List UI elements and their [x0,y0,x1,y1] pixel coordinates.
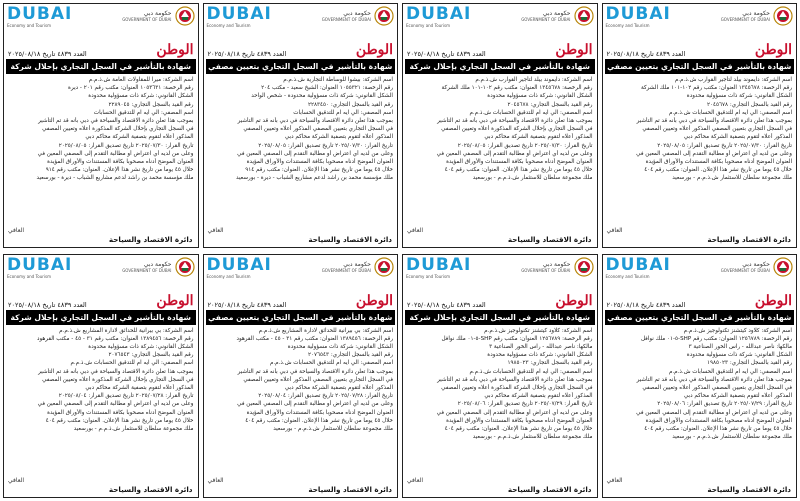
dubai-emblem-icon [574,257,594,277]
government-logo [322,257,394,277]
government-logo [122,6,194,26]
dubai-emblem-icon [374,6,394,26]
notice-line: في السجل التجاري بتعيين المصفي المذكور أعلاه وتعيين المصفي [642,126,792,133]
notice-line: تاريخ القرار: ٢٠٢٥/٠٧/٣٠ تاريخ تصديق القرار: ٢٠٢٥/٠٨/٠٥ [258,142,393,149]
notice-line: اسم الشركة: كلاود كيتشنز تكنولوجيز ش.ذ.م.م [683,327,792,334]
notice-line: رقم القيد بالسجل التجاري: ١٩٨٥٠٢٣ [507,360,593,367]
notice-card [203,3,399,248]
issue-date: العدد ٤٨٣٩ تاريخ ٢٠٢٥/٠٨/١٨ [207,50,287,58]
notice-line: الشكل القانوني: شركة ذات مسؤولية محدودة [686,352,792,359]
dubai-economy-logo [7,6,72,28]
dubai-emblem-icon [574,6,594,26]
notice-header [403,255,597,291]
notice-line: وعلى من لديه أي اعتراض أو مطالبة التقدم إلى المصفي المعين في [237,401,393,408]
notice-line: ملك مجموعة سلطان للاستثمار ش.ذ.م.م - بورسعيد [273,425,393,432]
notice-line: المذكور أعلاه لتقوم بتصفية الشركة محاكم دبي [683,134,792,141]
dubai-wordmark-sub: Economy and Tourism [406,273,450,279]
notice-line: المذكور أعلاه لتقوم بتصفية الشركة محاكم دبي [85,384,194,391]
dubai-wordmark: DUBAI [206,254,272,275]
issue-date: العدد ٤٨٣٩ تاريخ ٢٠٢٥/٠٨/١٨ [606,300,686,309]
notice-line: المذكور أعلاه لتقوم بتصفية الشركة محاكم دبي [484,134,593,141]
notice-line: اسم المصفي: الي ايه ام للتدقيق الحسابات ش.ذ.م.م [668,368,792,375]
notice-line: الشكل القانوني: شركة ذات مسؤولية محدودة [287,343,393,350]
issue-date: العدد ٤٨٣٩ تاريخ ٢٠٢٥/٠٨/١٨ [8,300,87,309]
notice-line: رقم القيد بالسجل التجاري: ٢٢٨٩٠٤٥ [108,101,194,108]
signature: العافي [8,477,25,484]
dubai-economy-logo [606,6,671,28]
notice-title: شهادة بالتأشير في السجل التجاري بإحلال شركة [6,310,196,325]
dubai-economy-logo [406,254,472,279]
notice-line: اسم الشركة: ميرا للمقاولات العامة ش.ذ.م.م [88,77,194,83]
notice-line: رقم الرخصة: ١٣٤٥٦٧٨ العنوان: مكتب رقم ١٠٢-١٠١ ملك الشركة [441,85,593,92]
gov-name-en: GOVERNMENT OF DUBAI [321,267,371,273]
government-logo [322,6,394,26]
notice-line: اسم الشركة: دايموند بيلد لتأجير القوارب ش.ذ.م.م [674,77,792,83]
notice-line: اسم المصفي: الي ايه ام للتدقيق الحسابات ش.ذ.م.م [668,109,792,116]
notice-body [4,75,198,227]
gov-name-en: GOVERNMENT OF DUBAI [720,17,770,22]
notice-body [403,75,597,227]
notice-line: اسم المصفي: الي ايه ام للتدقيق الحسابات ش.ذ.م.م [469,109,593,116]
gov-name-en: GOVERNMENT OF DUBAI [720,267,770,273]
dubai-wordmark: DUBAI [7,4,73,24]
notice-line: الشكل القانوني: شركة ذات مسؤولية محدودة [686,93,792,100]
newspaper-name: الوطن [355,42,393,58]
notice-line: اسم الشركة: دايموند بيلد لتأجير القوارب ش.ذ.م.م [475,77,593,83]
notice-line: العنوان الموضح أدناه مصحوبا بكافة المستندات والأوراق المؤيدة [246,159,393,166]
department-footer: دائرة الاقتصاد والسياحة [308,485,392,494]
notice-line: الشكل القانوني: شركة ذات مسؤولية محدودة [88,343,194,350]
notice-line: بموجب هذا تعلن دائرة الاقتصاد والسياحة في دبي بأنه قد تم التأشير [237,118,393,125]
notice-header [204,255,398,291]
notice-line: رقم القيد بالسجل التجاري: ٢٠٤٥٦٧٨ [507,101,593,108]
notice-body [204,326,398,478]
newspaper-name: الوطن [754,42,792,58]
newspaper-bar [403,291,597,309]
gov-name-en: GOVERNMENT OF DUBAI [122,267,172,273]
notice-line: خلال ٤٥ يوما من تاريخ نشر هذا الإعلان. العنوان: مكتب رقم ٤٠٤ [45,417,194,424]
notice-line: اسم المصفي: الي ايه ام للتدقيق الحسابات ش.ذ.م.م [269,360,393,367]
notice-line: رقم القيد بالسجل التجاري: ٢٠٤٥٦٧٨ [707,101,792,108]
notice-line: اسم المصفي: الي ايه ام للتدقيق الحسابات [293,109,393,116]
notice-line: اسم المصفي: الي ايه ام للتدقيق الحسابات ش.ذ.م.م [70,360,194,367]
notice-body [4,326,198,478]
notice-line: المذكور أعلاه لتقوم بتصفية الشركة محاكم دبي [683,393,792,400]
notice-line: ملك مؤسسة محمد بن راشد لدعم مشاريع الشباب - ديرة - بورسعيد [236,175,393,182]
notice-line: خلال ٤٥ يوما من تاريخ نشر هذا الإعلان. العنوان: مكتب رقم ٤٠٤ [644,167,792,174]
notice-line: تاريخ القرار: ٢٠٢٥/٠٧/٣٠ تاريخ تصديق القرار: ٢٠٢٥/٠٨/٠٥ [457,142,593,149]
notice-line: رقم الرخصة: ١٠٥٥٣٢١ العنوان: الشيخ سعيد - مكتب ٢٠٤ [261,85,393,92]
gov-name-ar: حكومة دبي [143,260,172,268]
notice-line: رقم الرخصة: ١٣٨٩٤٥٦ العنوان: مكتب رقم ٣١ - ٤٥ - مكتب القرهود [36,335,194,342]
notice-line: رقم الرخصة: ١٢٥٦٧٨٩ العنوان: مكتب رقم SHP-٥-٠١ ملك نوافل [640,335,792,342]
newspaper-bar [4,40,198,58]
dubai-emblem-icon [175,6,195,26]
notice-line: رقم الرخصة: ١٠٥٣٦٣١ العنوان: مكتب رقم ٢٠١ - ديرة [68,85,194,92]
notice-line: وعلى من لديه أي اعتراض أو مطالبة التقدم إلى المصفي المعين في [237,150,393,157]
signature: العافي [606,226,623,234]
notice-title: شهادة بالتأشير في السجل التجاري بإحلال شركة [6,59,196,74]
dubai-wordmark-sub: Economy and Tourism [7,23,51,28]
notice-line: اسم الشركة: بيشوا للوساطة التجارية ش.ذ.م.م [283,77,393,83]
gov-name-ar: حكومة دبي [742,10,770,17]
signature: العافي [8,226,25,234]
notice-body [603,326,797,478]
notice-line: العنوان الموضح أدناه مصحوبا بكافة المستندات والأوراق المؤيدة [246,409,393,416]
newspaper-bar [204,291,398,309]
newspaper-bar [204,40,398,58]
dubai-wordmark-sub: Economy and Tourism [406,23,450,28]
dubai-economy-logo [605,254,671,279]
notice-line: العنوان الموضح أدناه مصحوبا بكافة المستندات والأوراق المؤيدة [645,159,792,166]
newspaper-name: الوطن [156,42,194,58]
issue-date: العدد ٤٨٣٩ تاريخ ٢٠٢٥/٠٨/١٨ [606,50,686,58]
dubai-wordmark: DUBAI [605,4,671,24]
newspaper-name: الوطن [754,292,792,309]
notice-line: في السجل التجاري بتعيين المصفي المذكور أعلاه وتعيين المصفي [642,384,792,391]
notice-header [4,4,198,40]
signature: العافي [407,477,424,484]
signature: العافي [207,226,224,234]
notice-line: اسم الشركة: بي بيرانية للحدائق لادارة المشاريع ش.ذ.م.م [258,327,393,334]
notice-body [603,75,797,227]
notice-line: وعلى من لديه أي اعتراض أو مطالبة التقدم إلى المصفي المعين في [436,150,593,157]
signature: العافي [407,226,424,234]
dubai-economy-logo [406,6,471,28]
notice-line: بموجب هذا تعلن دائرة الاقتصاد والسياحة في دبي بأنه قد تم التأشير [636,118,792,125]
notice-line: ملك مجموعة سلطان للاستثمار ش.ذ.م.م - بورسعيد [472,175,593,182]
dubai-economy-logo [206,254,272,279]
notice-header [603,255,797,291]
newspaper-name: الوطن [555,292,593,309]
notice-line: في السجل التجاري بإحلال الشركة المذكورة أعلاه وتعيين المصفي [441,384,593,391]
notice-title: شهادة بالتأشير في السجل التجاري بتعيين مصفي [605,59,795,74]
gov-name-ar: حكومة دبي [742,260,770,268]
notice-line: العنوان الموضح أدناه مصحوبا بكافة المستندات والأوراق المؤيدة [47,409,194,416]
notice-line: ملك مجموعة سلطان للاستثمار ش.ذ.م.م - بورسعيد [672,175,792,182]
notice-line: العنوان الموضح أدناه مصحوبا بكافة المستندات والأوراق المؤيدة [446,159,593,166]
notice-title: شهادة بالتأشير في السجل التجاري بتعيين مصفي [206,59,396,74]
gov-name-en: GOVERNMENT OF DUBAI [521,17,571,22]
notice-line: بموجب هذا تعلن دائرة الاقتصاد والسياحة في دبي بأنه قد تم التأشير [38,118,194,125]
gov-name-en: GOVERNMENT OF DUBAI [321,17,371,22]
gov-name-ar: حكومة دبي [343,260,371,268]
notice-body [403,326,597,478]
notice-line: الشكل القانوني: شركة ذات مسؤولية محدودة [487,93,593,100]
government-logo [721,6,793,26]
issue-date: العدد ٤٨٣٩ تاريخ ٢٠٢٥/٠٨/١٨ [407,50,486,58]
newspaper-bar [603,291,797,309]
dubai-emblem-icon [773,257,793,277]
government-logo [521,257,593,277]
gov-name-en: GOVERNMENT OF DUBAI [122,17,172,22]
notice-line: تاريخ القرار: ٢٠٢٥/٠٧/٢٩ تاريخ تصديق القرار: ٢٠٢٥/٠٨/٠٦ [657,401,792,408]
notice-line: المذكور أعلاه لتقوم بتصفية الشركة محاكم دبي [284,384,393,391]
notice-line: مالكها: ناصر عبدالله - راس الخور الصناعية ٣ [688,343,792,350]
notice-line: وعلى من لديه أي اعتراض أو مطالبة التقدم إلى المصفي المعين في [636,409,792,416]
dubai-wordmark-sub: Economy and Tourism [206,273,251,279]
gov-name-ar: حكومة دبي [343,10,371,17]
notice-line: خلال ٤٥ يوما من تاريخ نشر هذا الإعلان. العنوان: مكتب رقم ٤٠٤ [444,425,593,432]
dubai-wordmark-sub: Economy and Tourism [7,273,51,279]
notice-title: شهادة بالتأشير في السجل التجاري بإحلال شركة [405,59,595,74]
notice-line: وعلى من لديه أي اعتراض أو مطالبة التقدم إلى المصفي المعين في [37,401,194,408]
notice-line: في السجل التجاري بتعيين المصفي المذكور أعلاه وتعيين المصفي [243,126,393,133]
notice-line: المذكور أعلاه لتقوم بتصفية الشركة محاكم دبي [284,134,393,141]
notice-line: الشكل القانوني: شركة ذات مسؤولية محدودة [88,93,194,100]
signature: العافي [207,477,224,484]
notice-card [602,3,798,248]
notice-line: بموجب هذا تعلن دائرة الاقتصاد والسياحة في دبي بأنه قد تم التأشير [437,118,593,125]
government-logo [721,257,793,277]
notice-card [3,3,199,248]
notice-line: المذكور أعلاه لتقوم بتصفية الشركة محاكم دبي [484,393,593,400]
gov-name-ar: حكومة دبي [143,10,172,17]
notice-line: رقم الرخصة: ١٣٤٥٦٧٨ العنوان: مكتب رقم ١٠٢-١٠١ ملك الشركة [641,85,792,92]
department-footer: دائرة الاقتصاد والسياحة [108,234,193,244]
notice-line: تاريخ القرار: ٢٠٢٥/٠٧/٣٠ تاريخ تصديق القرار: ٢٠٢٥/٠٨/٠٥ [657,142,792,149]
notice-line: المذكور أعلاه لتقوم بتصفية الشركة محاكم دبي [85,134,194,141]
notice-line: رقم القيد بالسجل التجاري: ١٩٨٥٠٢٣ [707,360,792,367]
notice-line: في السجل التجاري بإحلال الشركة المذكورة أعلاه وتعيين المصفي [42,126,194,133]
dubai-economy-logo [207,6,272,28]
signature: العافي [606,477,623,484]
notice-line: وعلى من لديه أي اعتراض أو مطالبة التقدم إلى المصفي المعين في [37,150,194,157]
dubai-wordmark: DUBAI [406,254,472,275]
notice-line: في السجل التجاري بإحلال الشركة المذكورة أعلاه وتعيين المصفي [42,376,194,383]
dubai-wordmark: DUBAI [206,4,272,24]
department-footer: دائرة الاقتصاد والسياحة [707,485,791,494]
notice-line: وعلى من لديه أي اعتراض أو مطالبة التقدم إلى المصفي المعين في [636,150,792,157]
newspaper-bar [4,291,198,309]
dubai-wordmark-sub: Economy and Tourism [206,23,251,28]
gov-name-ar: حكومة دبي [542,10,571,17]
newspaper-name: الوطن [156,292,194,309]
notice-line: ملك مجموعة سلطان للاستثمار ش.ذ.م.م - بورسعيد [472,434,593,441]
issue-date: العدد ٤٨٣٩ تاريخ ٢٠٢٥/٠٨/١٨ [207,300,287,309]
department-footer: دائرة الاقتصاد والسياحة [507,234,592,244]
notice-line: رقم الرخصة: ١٣٨٩٤٥٦ العنوان: مكتب رقم ٣١ - ٤٥ - مكتب القرهود [236,335,393,342]
notice-line: بموجب هذا تعلن دائرة الاقتصاد والسياحة في دبي بأنه قد تم التأشير [237,368,393,375]
dubai-wordmark: DUBAI [7,254,73,275]
notice-header [403,4,597,40]
notice-line: خلال ٤٥ يوما من تاريخ نشر هذا الإعلان. العنوان: مكتب رقم ٩١٤ [245,167,393,174]
notice-line: ملك مجموعة سلطان للاستثمار ش.ذ.م.م - بورسعيد [672,434,792,441]
notice-header [204,4,398,40]
notice-line: خلال ٤٥ يوما من تاريخ نشر هذا الإعلان. العنوان: مكتب رقم ٤٠٤ [444,167,593,174]
dubai-emblem-icon [773,6,793,26]
notice-line: اسم الشركة: بي بيرانية للحدائق لادارة المشاريع ش.ذ.م.م [59,327,194,334]
notice-title: شهادة بالتأشير في السجل التجاري بتعيين مصفي [206,310,396,325]
notice-line: بموجب هذا تعلن دائرة الاقتصاد والسياحة في دبي بأنه قد تم التأشير [437,376,593,383]
notice-card [203,254,399,499]
notice-line: في السجل التجاري بإحلال الشركة المذكورة أعلاه وتعيين المصفي [441,126,593,133]
notice-line: تاريخ القرار: ٢٠٢٥/٠٧/٢٨ تاريخ تصديق القرار: ٢٠٢٥/٠٨/٠٤ [258,393,393,400]
notice-line: خلال ٤٥ يوما من تاريخ نشر هذا الإعلان. العنوان: مكتب رقم ٩١٤ [45,167,194,174]
dubai-emblem-icon [374,257,394,277]
department-footer: دائرة الاقتصاد والسياحة [707,234,791,244]
notice-header [4,255,198,291]
gov-name-ar: حكومة دبي [542,260,571,268]
notice-card [402,3,598,248]
newspaper-name: الوطن [355,292,393,309]
notice-line: ملك مجموعة سلطان للاستثمار ش.ذ.م.م - بورسعيد [73,425,194,432]
notice-line: مالكها: ناصر عبدالله - راس الخور الصناعية ٣ [489,343,593,350]
notice-body [204,75,398,227]
notice-card [3,254,199,499]
issue-date: العدد ٤٨٣٩ تاريخ ٢٠٢٥/٠٨/١٨ [8,50,87,58]
notice-line: بموجب هذا تعلن دائرة الاقتصاد والسياحة في دبي بأنه قد تم التأشير [636,376,792,383]
notice-line: رقم القيد بالسجل التجاري: ٢٠٧٦٥٤٣ [108,352,194,359]
newspaper-name: الوطن [555,42,593,58]
notice-header [603,4,797,40]
notice-card [402,254,598,499]
notice-card [602,254,798,499]
dubai-wordmark-sub: Economy and Tourism [605,273,650,279]
notice-line: رقم الرخصة: ١٢٥٦٧٨٩ العنوان: مكتب رقم SHP-٥-٠١ ملك نوافل [441,335,593,342]
government-logo [122,257,194,277]
notice-line: اسم المصفي: الي ايه ام للتدقيق الحسابات ش.ذ.م.م [469,368,593,375]
notice-line: خلال ٤٥ يوما من تاريخ نشر هذا الإعلان. العنوان: مكتب رقم ٤٠٤ [644,425,792,432]
notice-line: تاريخ القرار: ٢٠٢٥/٠٧/٣٠ تاريخ تصديق القرار: ٢٠٢٥/٠٨/٠٥ [58,142,194,149]
notice-line: وعلى من لديه أي اعتراض أو مطالبة التقدم إلى المصفي المعين في [436,409,593,416]
notice-line: الشكل القانوني: شركة ذات مسؤولية محدودة - شخص الواحد [251,93,393,100]
notice-line: اسم الشركة: كلاود كيتشنز تكنولوجيز ش.ذ.م.م [484,327,593,334]
notice-line: اسم المصفي: الي ايه ام للتدقيق الحسابات [93,109,194,116]
notice-line: رقم القيد بالسجل التجاري: ٢٠٧٦٥٤٣ [308,352,393,359]
notice-line: العنوان الموضح أدناه مصحوبا بكافة المستندات والأوراق المؤيدة [47,159,194,166]
notice-line: رقم القيد بالسجل التجاري: ٢٢٨٣٤٥٠ [308,101,393,108]
notice-line: ملك مؤسسة محمد بن راشد لدعم مشاريع الشباب - ديرة - بورسعيد [36,175,194,182]
department-footer: دائرة الاقتصاد والسياحة [308,234,392,244]
notice-line: العنوان الموضح أدناه مصحوبا بكافة المستندات والأوراق المؤيدة [645,417,792,424]
government-logo [521,6,593,26]
notice-line: تاريخ القرار: ٢٠٢٥/٠٧/٢٩ تاريخ تصديق القرار: ٢٠٢٥/٠٨/٠٦ [457,401,593,408]
gov-name-en: GOVERNMENT OF DUBAI [521,267,571,273]
newspaper-bar [403,40,597,58]
dubai-economy-logo [7,254,73,279]
issue-date: العدد ٤٨٣٩ تاريخ ٢٠٢٥/٠٨/١٨ [407,300,486,309]
notice-line: خلال ٤٥ يوما من تاريخ نشر هذا الإعلان. العنوان: مكتب رقم ٤٠٤ [245,417,393,424]
dubai-emblem-icon [175,257,195,277]
notice-title: شهادة بالتأشير في السجل التجاري بتعيين مصفي [605,310,795,325]
notice-line: العنوان الموضح أدناه مصحوبا بكافة المستندات والأوراق المؤيدة [446,417,593,424]
department-footer: دائرة الاقتصاد والسياحة [507,485,592,494]
notice-title: شهادة بالتأشير في السجل التجاري بإحلال شركة [405,310,595,325]
dubai-wordmark-sub: Economy and Tourism [605,23,650,28]
notice-line: الشكل القانوني: شركة ذات مسؤولية محدودة [487,352,593,359]
dubai-wordmark: DUBAI [406,4,472,24]
notices-grid [3,3,797,498]
department-footer: دائرة الاقتصاد والسياحة [108,485,193,494]
newspaper-bar [603,40,797,58]
notice-line: بموجب هذا تعلن دائرة الاقتصاد والسياحة في دبي بأنه قد تم التأشير [38,368,194,375]
dubai-wordmark: DUBAI [605,254,671,275]
notice-line: تاريخ القرار: ٢٠٢٥/٠٧/٢٨ تاريخ تصديق القرار: ٢٠٢٥/٠٨/٠٤ [58,393,194,400]
notice-line: في السجل التجاري بتعيين المصفي المذكور أعلاه وتعيين المصفي [243,376,393,383]
